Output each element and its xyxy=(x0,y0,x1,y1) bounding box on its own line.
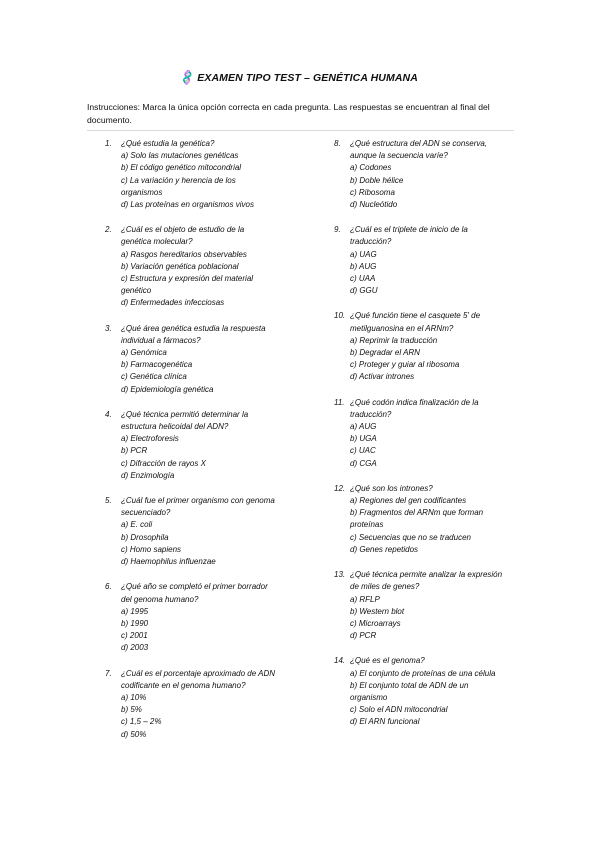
question-number: 13. xyxy=(334,570,346,580)
questions-left-column xyxy=(105,138,275,741)
answer-option[interactable]: b) Degradar el ARN xyxy=(350,348,420,358)
answer-option[interactable]: b) Doble hélice xyxy=(350,175,404,185)
answer-option[interactable]: d) Enzimología xyxy=(121,470,175,480)
question-number: 1. xyxy=(105,139,112,148)
answer-option[interactable]: a) E. coli xyxy=(121,520,153,530)
answer-option[interactable]: a) UAG xyxy=(350,249,377,259)
answer-option[interactable]: d) PCR xyxy=(350,631,377,641)
question-item xyxy=(105,668,275,741)
answer-option[interactable]: a) Electroforesis xyxy=(121,434,179,444)
question-item xyxy=(334,138,504,211)
question-item xyxy=(105,409,275,482)
answer-option[interactable]: d) El ARN funcional xyxy=(350,717,420,727)
question-number: 8. xyxy=(334,139,341,148)
question-item xyxy=(334,397,504,470)
answer-option[interactable]: c) Difracción de rayos X xyxy=(121,458,206,468)
question-number: 11. xyxy=(334,397,345,407)
answer-option[interactable]: c) Genética clínica xyxy=(121,372,187,382)
question-item xyxy=(105,495,275,568)
question-text: ¿Qué área genética estudia la respuesta individual a fármacos? xyxy=(121,323,266,345)
answer-option[interactable]: d) Nucleótido xyxy=(350,200,398,210)
answer-option[interactable]: a) RFLP xyxy=(350,594,380,604)
question-item xyxy=(105,138,275,211)
question-number: 6. xyxy=(105,582,112,592)
question-item xyxy=(334,655,504,728)
question-text: ¿Cuál es el porcentaje aproximado de ADN codificante en el genoma humano? xyxy=(121,668,276,690)
question-number: 4. xyxy=(105,409,112,419)
answer-option[interactable]: d) Enfermedades infecciosas xyxy=(121,298,225,308)
answer-option[interactable]: a) Codones xyxy=(350,163,392,173)
answer-option[interactable]: a) Regiones del gen codificantes xyxy=(350,496,467,506)
question-text: ¿Qué función tiene el casquete 5' de metilguanosina en el ARNm? xyxy=(350,311,481,333)
answer-option[interactable]: c) Homo sapiens xyxy=(121,544,182,554)
question-text: ¿Cuál es el triplete de inicio de la traducción? xyxy=(350,225,468,247)
question-text: ¿Qué son los intrones? xyxy=(350,483,433,493)
question-text: ¿Qué codón indica finalización de la traducción? xyxy=(350,397,479,419)
answer-option[interactable]: d) Activar intrones xyxy=(350,372,415,382)
answer-option[interactable]: a) Reprimir la traducción xyxy=(350,335,438,345)
question-item xyxy=(334,569,504,642)
answer-option[interactable]: c) UAC xyxy=(350,446,376,456)
answer-option[interactable]: c) Ribosoma xyxy=(350,187,395,197)
question-text: ¿Qué estructura del ADN se conserva, aunque la secuencia varíe? xyxy=(350,139,488,161)
answer-option[interactable]: b) Fragmentos del ARNm que forman proteínas xyxy=(350,508,484,530)
dna-icon: 🧬 xyxy=(179,69,197,87)
instructions: Instrucciones: Marca la única opción correcta en cada pregunta. Las respuestas se encuentran al final del documento. xyxy=(87,102,490,125)
answer-option[interactable]: c) UAA xyxy=(350,274,376,284)
answer-option[interactable]: b) 1990 xyxy=(121,618,149,628)
answer-option[interactable]: b) PCR xyxy=(121,446,148,456)
answer-option[interactable]: b) Western blot xyxy=(350,606,405,616)
questions-right-column xyxy=(334,138,504,729)
answer-option[interactable]: d) Haemophilus influenzae xyxy=(121,557,216,567)
question-item xyxy=(334,224,504,297)
answer-option[interactable]: c) La variación y herencia de los organismos xyxy=(121,175,236,197)
question-number: 5. xyxy=(105,496,112,506)
answer-option[interactable]: b) Farmacogenética xyxy=(121,360,193,370)
answer-option[interactable]: d) 2003 xyxy=(121,643,149,653)
page-title xyxy=(0,69,599,87)
answer-option[interactable]: d) Las proteínas en organismos vivos xyxy=(121,200,254,210)
question-number: 3. xyxy=(105,323,112,333)
divider xyxy=(87,130,514,131)
answer-option[interactable]: b) Variación genética poblacional xyxy=(121,261,239,271)
question-text: ¿Qué técnica permite analizar la expresión de miles de genes? xyxy=(350,570,503,592)
answer-option[interactable]: c) Secuencias que no se traducen xyxy=(350,532,471,542)
answer-option[interactable]: a) Genómica xyxy=(121,348,167,358)
answer-option[interactable]: c) Microarrays xyxy=(350,618,401,628)
answer-option[interactable]: b) El conjunto total de ADN de un organismo xyxy=(350,680,469,702)
question-number: 2. xyxy=(105,225,112,235)
answer-option[interactable]: d) GGU xyxy=(350,286,378,296)
answer-option[interactable]: d) Genes repetidos xyxy=(350,544,419,554)
question-text: ¿Qué técnica permitió determinar la estructura helicoidal del ADN? xyxy=(121,409,249,432)
question-item xyxy=(105,224,275,309)
answer-option[interactable]: b) 5% xyxy=(121,705,142,715)
answer-option[interactable]: c) Solo el ADN mitocondrial xyxy=(350,705,448,715)
answer-option[interactable]: d) Epidemiología genética xyxy=(121,384,214,394)
answer-option[interactable]: a) Rasgos hereditarios observables xyxy=(121,249,247,259)
answer-option[interactable]: b) El código genético mitocondrial xyxy=(121,163,242,173)
answer-option[interactable]: b) UGA xyxy=(350,434,377,444)
question-text: ¿Cuál fue el primer organismo con genoma secuenciado? xyxy=(121,496,275,518)
question-number: 14. xyxy=(334,656,346,666)
answer-option[interactable]: d) CGA xyxy=(350,458,377,468)
question-number: 10. xyxy=(334,311,346,321)
question-text: ¿Cuál es el objeto de estudio de la genética molecular? xyxy=(121,225,245,247)
answer-option[interactable]: d) 50% xyxy=(121,729,147,739)
question-number: 12. xyxy=(334,483,346,493)
answer-option[interactable]: c) 1,5 – 2% xyxy=(121,717,162,727)
answer-option[interactable]: c) Proteger y guiar al ribosoma xyxy=(350,360,460,370)
question-text: ¿Qué es el genoma? xyxy=(350,656,425,666)
answer-option[interactable]: a) 10% xyxy=(121,692,147,702)
answer-option[interactable]: a) AUG xyxy=(350,422,377,432)
question-text: ¿Qué año se completó el primer borrador del genoma humano? xyxy=(121,582,268,604)
question-item xyxy=(334,310,504,383)
question-item xyxy=(334,483,504,556)
question-text: ¿Qué estudia la genética? xyxy=(121,139,215,148)
answer-option[interactable]: b) Drosophila xyxy=(121,532,169,542)
question-number: 7. xyxy=(105,668,112,678)
question-item xyxy=(105,581,275,654)
answer-option[interactable]: c) 2001 xyxy=(121,631,148,641)
answer-option[interactable]: a) El conjunto de proteínas de una célula xyxy=(350,668,496,678)
question-number: 9. xyxy=(334,225,341,235)
answer-option[interactable]: a) 1995 xyxy=(121,606,149,616)
answer-option[interactable]: a) Solo las mutaciones genéticas xyxy=(121,151,239,161)
title-text: EXAMEN TIPO TEST – GENÉTICA HUMANA xyxy=(197,72,418,84)
answer-option[interactable]: b) AUG xyxy=(350,261,377,271)
answer-option[interactable]: c) Estructura y expresión del material genético xyxy=(121,274,254,296)
question-item xyxy=(105,323,275,396)
